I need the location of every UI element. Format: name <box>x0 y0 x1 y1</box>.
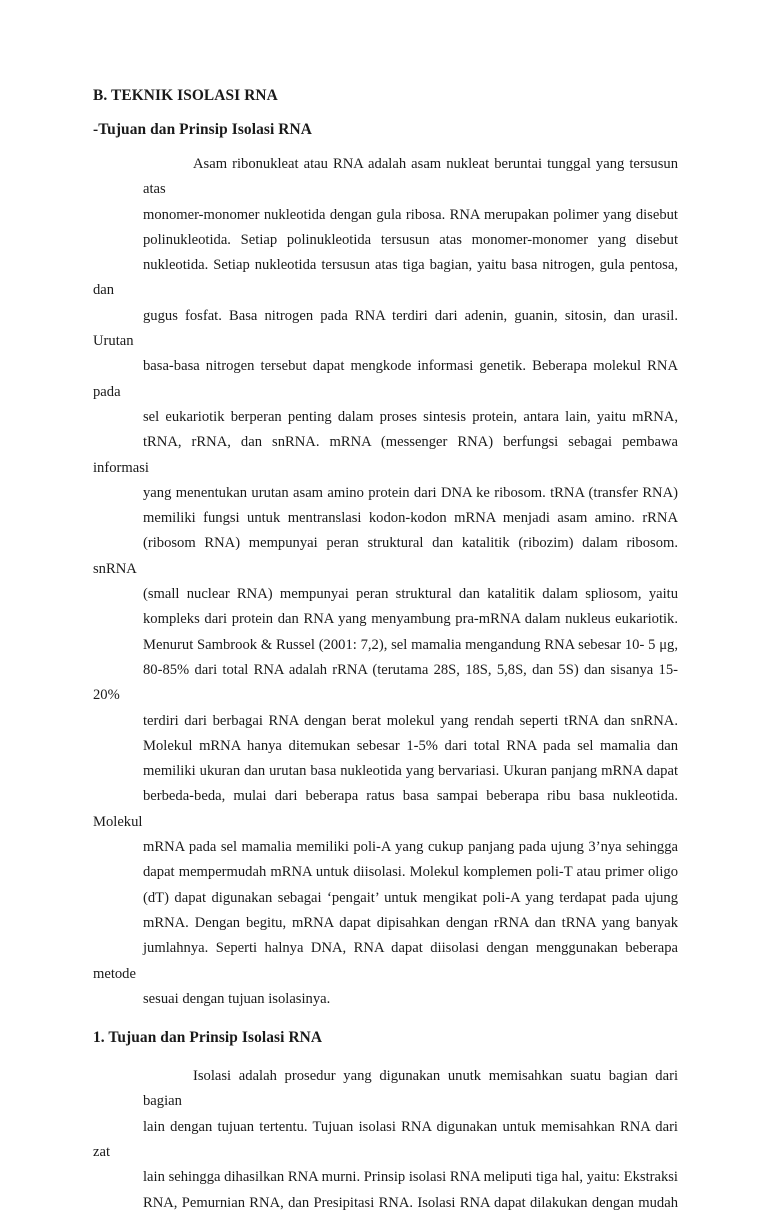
paragraph-line: Asam ribonukleat atau RNA adalah asam nukleat beruntai tunggal yang tersusun atas <box>143 156 678 198</box>
paragraph-line: kompleks dari protein dan RNA yang menyambung pra-mRNA dalam nukleus eukariotik. <box>143 611 678 628</box>
paragraph-line: berbeda-beda, mulai dari beberapa ratus basa sampai beberapa ribu basa nukleotida. Molekul <box>93 788 678 830</box>
paragraph-line: memiliki fungsi untuk mentranslasi kodon-kodon mRNA menjadi asam amino. rRNA <box>143 510 678 527</box>
paragraph-line: Isolasi adalah prosedur yang digunakan unutk memisahkan suatu bagian dari bagian <box>143 1068 678 1110</box>
paragraph-line: sesuai dengan tujuan isolasinya. <box>143 990 331 1007</box>
section-heading: 1. Tujuan dan Prinsip Isolasi RNA <box>93 1029 323 1047</box>
paragraph-line: dapat mempermudah mRNA untuk diisolasi. Molekul komplemen poli-T atau primer oligo <box>143 864 678 881</box>
paragraph-line: lain dengan tujuan tertentu. Tujuan isolasi RNA digunakan untuk memisahkan RNA dari zat <box>93 1118 678 1160</box>
paragraph-isolation <box>93 1064 678 1216</box>
paragraph-line: 80-85% dari total RNA adalah rRNA (terutama 28S, 18S, 5,8S, dan 5S) dan sisanya 15- 20% <box>93 661 678 704</box>
paragraph-line: mRNA. Dengan begitu, mRNA dapat dipisahkan dengan rRNA dan tRNA yang banyak <box>143 914 678 931</box>
paragraph-line: Menurut Sambrook & Russel (2001: 7,2), sel mamalia mengandung RNA sebesar 10- 5 μg, <box>143 636 678 653</box>
paragraph-line: jumlahnya. Seperti halnya DNA, RNA dapat diisolasi dengan menggunakan beberapa metode <box>93 940 678 982</box>
main-heading: B. TEKNIK ISOLASI RNA <box>93 87 278 104</box>
paragraph-line: sel eukariotik berperan penting dalam proses sintesis protein, antara lain, yaitu mRNA, <box>143 408 678 425</box>
paragraph-line: yang menentukan urutan asam amino protein dari DNA ke ribosom. tRNA (transfer RNA) <box>143 484 678 501</box>
paragraph-line: monomer-monomer nukleotida dengan gula ribosa. RNA merupakan polimer yang disebut <box>143 206 678 223</box>
paragraph-line: memiliki ukuran dan urutan basa nukleotida yang bervariasi. Ukuran panjang mRNA dapat <box>143 763 678 780</box>
paragraph-line: tRNA, rRNA, dan snRNA. mRNA (messenger RNA) berfungsi sebagai pembawa informasi <box>93 434 678 476</box>
paragraph-line: lain sehingga dihasilkan RNA murni. Prinsip isolasi RNA meliputi tiga hal, yaitu: Ekstraksi <box>143 1169 678 1186</box>
paragraph-line: polinukleotida. Setiap polinukleotida tersusun atas monomer-monomer yang disebut <box>143 231 678 248</box>
paragraph-line: (dT) dapat digunakan sebagai ‘pengait’ untuk mengikat poli-A yang terdapat pada ujung <box>143 889 678 906</box>
paragraph-line: (ribosom RNA) mempunyai peran struktural dan katalitik (ribozim) dalam ribosom. snRNA <box>93 535 678 577</box>
paragraph-line: terdiri dari berbagai RNA dengan berat molekul yang rendah seperti tRNA dan snRNA. <box>143 712 678 729</box>
paragraph-line: gugus fosfat. Basa nitrogen pada RNA terdiri dari adenin, guanin, sitosin, dan urasil. Urutan <box>93 307 678 350</box>
paragraph-line: (small nuclear RNA) mempunyai peran struktural dan katalitik dalam spliosom, yaitu <box>143 586 678 603</box>
subheading: -Tujuan dan Prinsip Isolasi RNA <box>93 121 312 138</box>
paragraph-line: Molekul mRNA hanya ditemukan sebesar 1-5% dari total RNA pada sel mamalia dan <box>143 737 678 754</box>
paragraph-line: RNA, Pemurnian RNA, dan Presipitasi RNA. Isolasi RNA dapat dilakukan dengan mudah <box>143 1194 678 1211</box>
paragraph-line: mRNA pada sel mamalia memiliki poli-A yang cukup panjang pada ujung 3’nya sehingga <box>143 839 678 856</box>
paragraph-line: basa-basa nitrogen tersebut dapat mengkode informasi genetik. Beberapa molekul RNA pada <box>93 358 678 400</box>
paragraph-rna-intro <box>93 152 678 1012</box>
paragraph-line: nukleotida. Setiap nukleotida tersusun atas tiga bagian, yaitu basa nitrogen, gula pentosa, dan <box>93 257 678 299</box>
